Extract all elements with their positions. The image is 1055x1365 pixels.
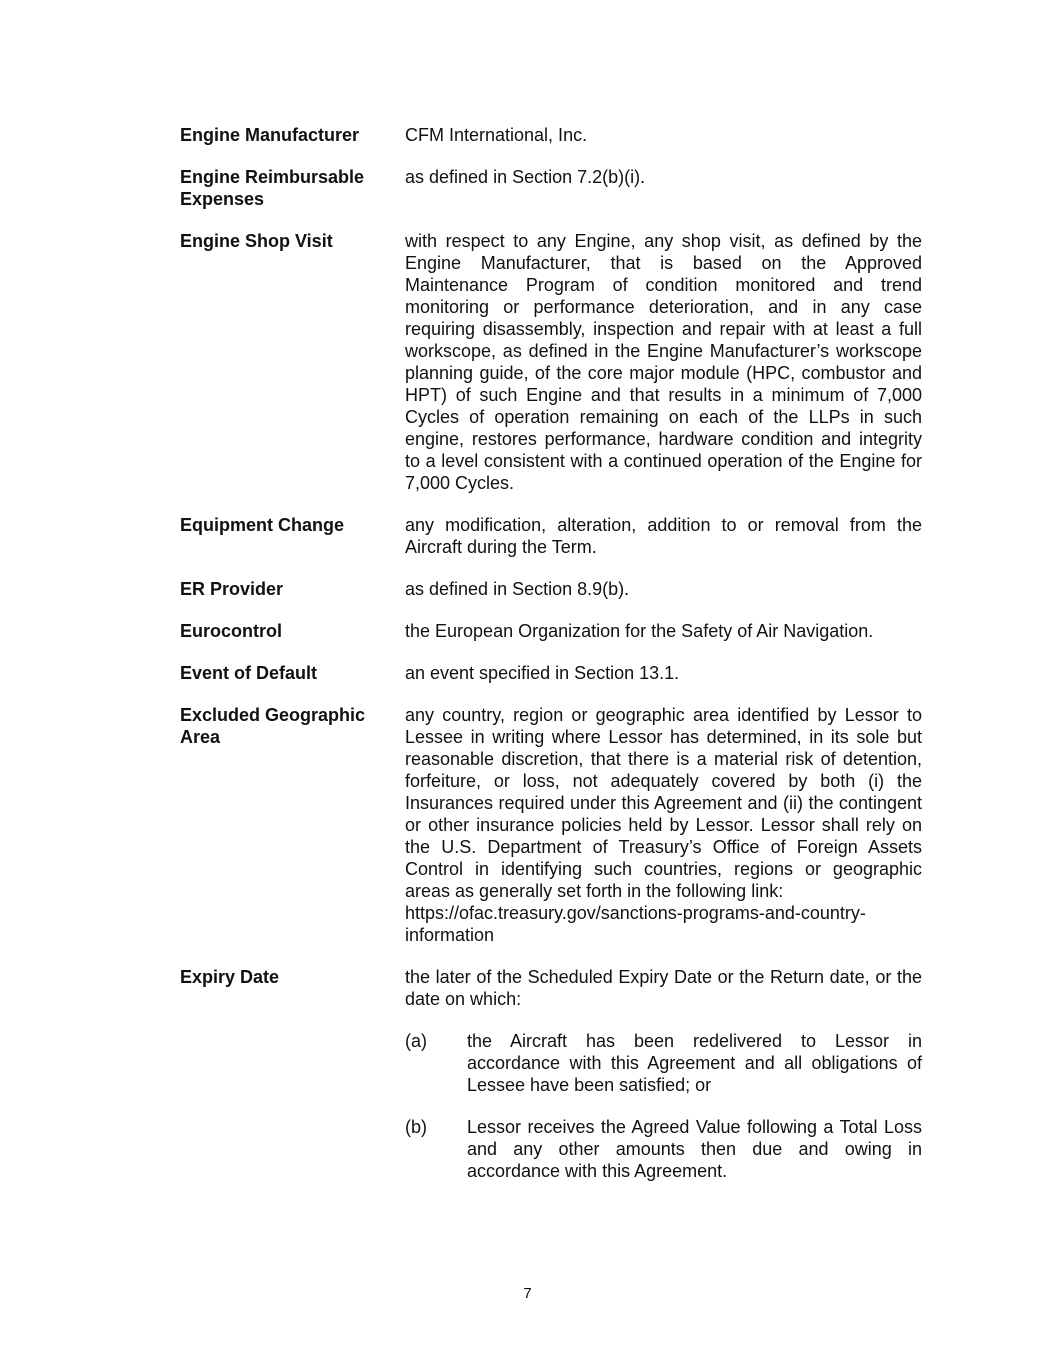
definition-term: Excluded Geographic Area	[180, 705, 366, 747]
definition-text: as defined in Section 7.2(b)(i).	[405, 167, 646, 187]
definition-text: any modification, alteration, addition to or removal from the Aircraft during the Term.	[405, 515, 922, 557]
definition-row-engine-manufacturer	[180, 124, 922, 146]
definition-row-engine-shop-visit	[180, 230, 922, 494]
definition-text: any country, region or geographic area identified by Lessor to Lessee in writing where Lessor has determined, in its sole but reasonable discretion, that there is a material risk of detention, forfeiture, or loss, not adequately covered by both (i) the Insurances required under this Agreement and (ii) the contingent or other insurance policies held by Lessor. Lessor shall rely on the U.S. Department of Treasury’s Office of Foreign Assets Control in identifying such countries, regions or geographic areas as generally set forth in the following link:	[405, 705, 922, 901]
definition-subitem-a	[405, 1030, 922, 1096]
definition-text: as defined in Section 8.9(b).	[405, 579, 630, 599]
page-number: 7	[523, 1285, 532, 1302]
definitions-list	[180, 124, 922, 1202]
definition-row-equipment-change	[180, 514, 922, 558]
definition-text: an event specified in Section 13.1.	[405, 663, 680, 683]
definition-body	[405, 966, 922, 1182]
definition-row-excluded-geographic-area	[180, 704, 922, 946]
subitem-text: the Aircraft has been redelivered to Lessor in accordance with this Agreement and all obligations of Lessee have been satisfied; or	[467, 1031, 922, 1095]
ofac-link[interactable]: https://ofac.treasury.gov/sanctions-programs-and-country-information	[405, 903, 866, 945]
definition-term: Expiry Date	[180, 967, 280, 987]
definition-row-eurocontrol	[180, 620, 922, 642]
subitem-label: (b)	[405, 1117, 427, 1137]
definition-row-event-of-default	[180, 662, 922, 684]
definition-term: Eurocontrol	[180, 621, 282, 641]
definition-row-engine-reimbursable-expenses	[180, 166, 922, 210]
definition-text: CFM International, Inc.	[405, 125, 588, 145]
definition-term: Event of Default	[180, 663, 318, 683]
definition-text: the European Organization for the Safety of Air Navigation.	[405, 621, 874, 641]
definition-term: Equipment Change	[180, 515, 345, 535]
definition-term: ER Provider	[180, 579, 284, 599]
definition-body	[405, 704, 922, 946]
subitem-text: Lessor receives the Agreed Value following a Total Loss and any other amounts then due and owing in accordance with this Agreement.	[467, 1117, 922, 1181]
definition-subitem-b	[405, 1116, 922, 1182]
definition-term: Engine Manufacturer	[180, 125, 360, 145]
definition-row-er-provider	[180, 578, 922, 600]
subitem-label: (a)	[405, 1031, 427, 1051]
definition-row-expiry-date	[180, 966, 922, 1182]
definition-text: the later of the Scheduled Expiry Date or the Return date, or the date on which:	[405, 967, 922, 1009]
definition-term: Engine Reimbursable Expenses	[180, 167, 365, 209]
definition-text: with respect to any Engine, any shop visit, as defined by the Engine Manufacturer, that is based on the Approved Maintenance Program of condition monitored and trend monitoring or performance deterioration, and in any case requiring disassembly, inspection and repair with at least a full workscope, as defined in the Engine Manufacturer’s workscope planning guide, of the core major module (HPC, combustor and HPT) of such Engine and that results in a minimum of 7,000 Cycles of operation remaining on each of the LLPs in such engine, restores performance, hardware condition and integrity to a level consistent with a continued operation of the Engine for 7,000 Cycles.	[405, 231, 922, 493]
definition-term: Engine Shop Visit	[180, 231, 333, 251]
